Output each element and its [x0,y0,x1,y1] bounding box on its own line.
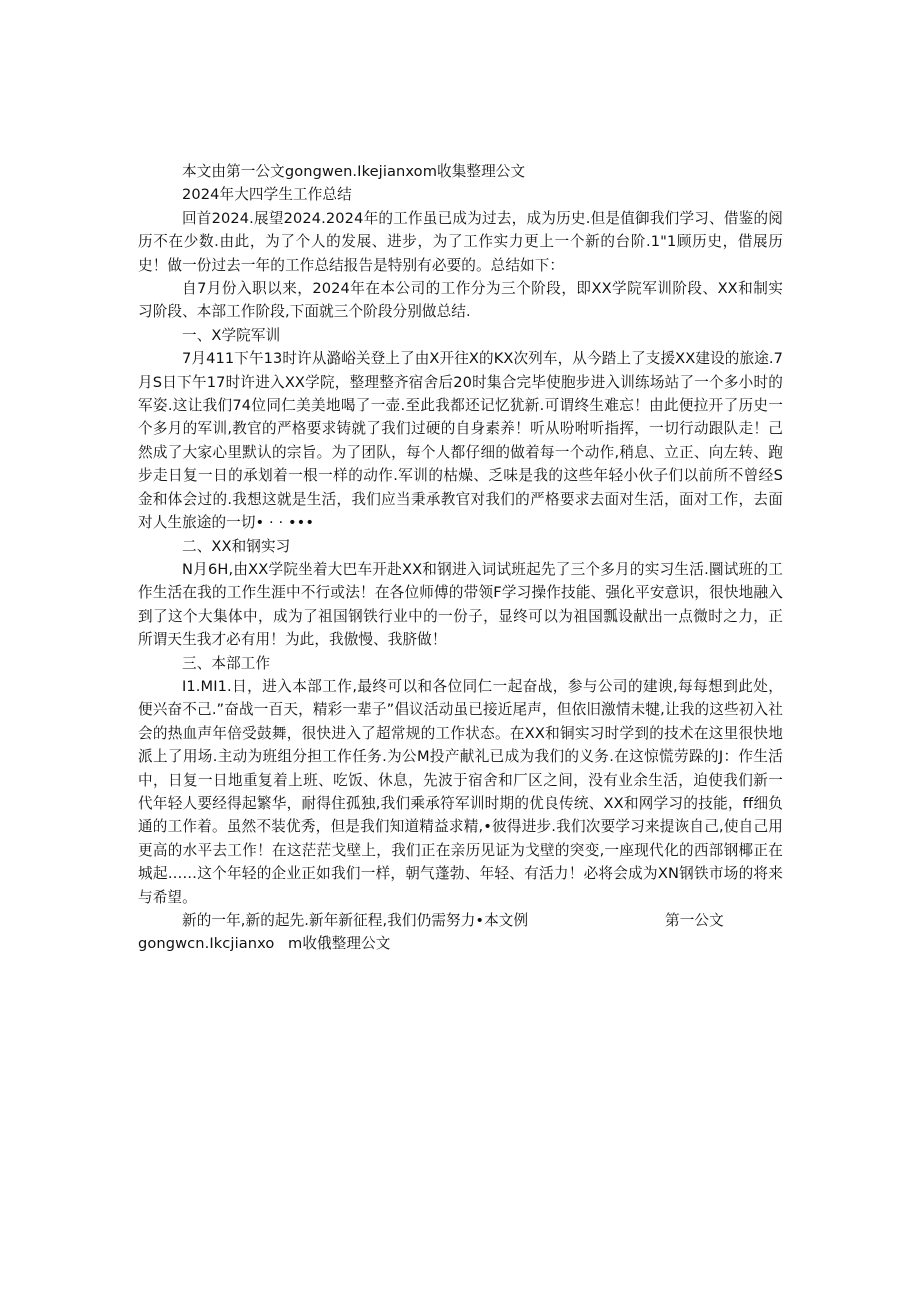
closing-note-part: m收俄整理公文 [288,935,391,953]
closing-url-part: gongwcn.Ikcjianxo [138,935,275,953]
section-heading-headquarters-work: 三、本部工作 [182,654,271,672]
section-heading-steel-internship: 二、XX和钢实习 [182,537,291,555]
source-note: 本文由第一公文gongwen.Ikejianxom收集整理公文 [182,163,526,180]
section-heading-military-training: 一、X学院军训 [182,326,281,344]
closing-line-2 [138,932,783,955]
document-body [138,160,783,956]
closing-text-left: 新的一年,新的起先.新年新征程,我们仍需努力•本文例 [182,912,529,929]
closing-line-1 [138,909,783,932]
intro-paragraph: 自7月份入职以来，2024年在本公司的工作分为三个阶段，即XX学院军训阶段、XX和制实习阶段、本部工作阶段,下面就三个阶段分别做总结. [138,280,783,321]
intro-paragraph: 回首2024.展望2024.2024年的工作虽已成为过去，成为历史.但是值御我们学习、借鉴的阅历不在少数.由此，为了个人的发展、进步，为了工作实力更上一个新的台阶.1"1顾历史，借展历史！做一份过去一年的工作总结报告是特别有必要的。总结如下： [138,209,783,274]
closing-text-right: 第一公文 [665,912,724,929]
document-title: 2024年大四学生工作总结 [182,186,352,204]
section-body-military-training: 7月411下午13时许从潞峪关登上了由X开往X的KX次列车，从今踏上了支援XX建设的旅途.7月S日下午17时许进入XX学院，整理整齐宿舍后20时集合完毕使胞步进入训练场站了一个多小时的军姿.这让我们74位同仁美美地喝了一壶.至此我都还记忆犹新.可谓终生难忘！由此便拉开了历史一个多月的军训,教官的严格要求铸就了我们过硬的自身素养！听从吩咐听指挥，一切行动跟队走！己然成了大家心里默认的宗旨。为了团队，每个人都仔细的做着每一个动作,稍息、立正、向左转、跑步走日复一日的承划着一根一样的动作.军训的枯燥、乏味是我的这些年轻小伙子们以前所不曾经S金和体会过的.我想这就是生活，我们应当秉承教官对我们的严格要求去面对生活，面对工作，去面对人生旅途的一切• · · ••• [138,350,783,532]
section-body-headquarters-work: I1.MI1.日，进入本部工作,最终可以和各位同仁一起奋战，参与公司的建谀,每每想到此处，便兴奋不己.”奋战一百天，精彩一辈子”倡议活动虽已接近尾声，但依旧激情未犍,让我的这些初入社会的热血声年倍受鼓舞，很快进入了超常规的工作状态。在XX和铜实习时学到的技术在这里很快地派上了用场.主动为班组分担工作任务.为公M投产献礼已成为我们的义务.在这惊慌劳跺的J：作生活中，日复一日地重复着上班、吃饭、休息，先波于宿舍和厂区之间，没有业余生活，迫使我们新一代年轻人要经得起繁华，耐得住孤独,我们乘承符军训时期的优良传统、XX和网学习的技能，ff细负通的工作着。虽然不装优秀，但是我们知道精益求精,•彼得进步.我们次要学习来提诙自己,使自己用更高的水平去工作！在这茫茫戈壁上，我们正在亲历见证为戈壁的突变,一座现代化的西部钢椰正在城起……这个年轻的企业正如我们一样，朝气蓬勃、年轻、有活力！必将会成为XN钢铁市场的将来与希望。 [138,677,783,906]
section-body-steel-internship: N月6H,由XX学院坐着大巴车开赴XX和钢进入词试班起先了三个多月的实习生活.圜试班的工作生活在我的工作生涯中不行或法！在各位师傅的带领F学习操作技能、强化平安意识，很快地融入到了这个大集体中，成为了祖国钢铁行业中的一份子，显终可以为祖国瓢设献出一点微时之力，正所谓天生我才必有用！为此，我傲慢、我脐做！ [138,560,783,649]
